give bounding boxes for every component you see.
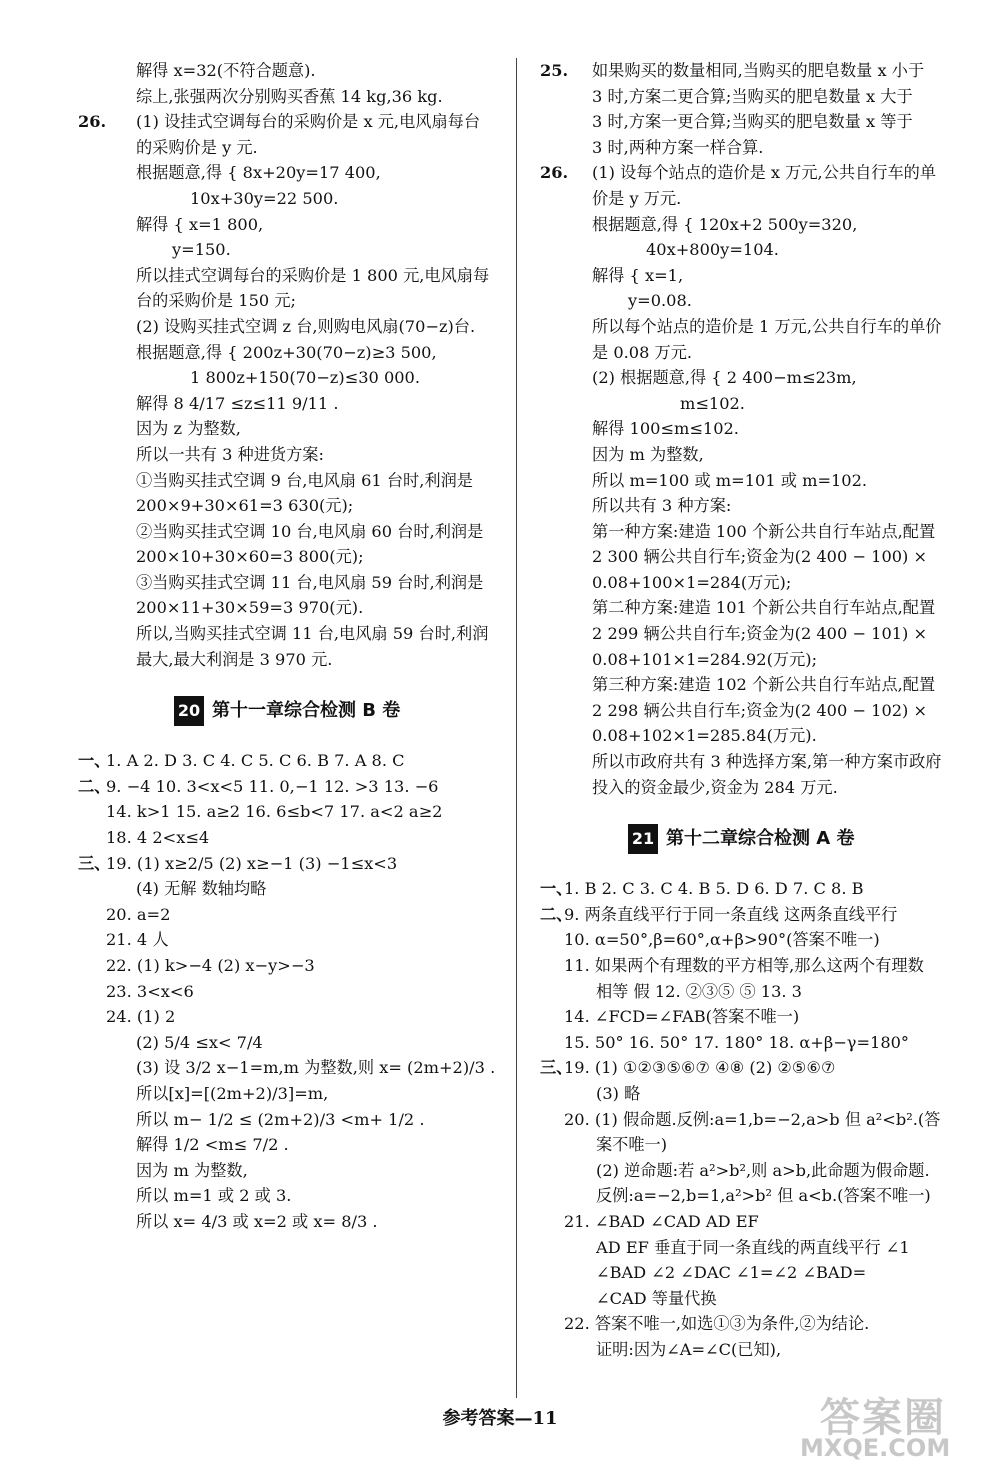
answer-text: 因为 z 为整数, bbox=[136, 419, 241, 439]
page-footer: 参考答案—11 bbox=[442, 1408, 558, 1429]
answer-line bbox=[78, 135, 510, 161]
answer-line bbox=[78, 953, 510, 979]
answers-block-21 bbox=[540, 876, 962, 1362]
answer-line bbox=[540, 391, 962, 417]
answer-line bbox=[78, 365, 510, 391]
answer-text: 最大,最大利润是 3 970 元. bbox=[136, 649, 333, 669]
answer-text: 根据题意,得 { 200z+30(70−z)≥3 500, bbox=[136, 342, 437, 362]
answer-line bbox=[78, 186, 510, 212]
section-number-badge: 21 bbox=[628, 824, 658, 854]
answers-block-20-cont bbox=[540, 58, 962, 800]
answer-text: 根据题意,得 { 8x+20y=17 400, bbox=[136, 163, 381, 183]
question-number: 25. bbox=[540, 61, 569, 80]
answer-text: (2) 设购买挂式空调 z 台,则购电风扇(70−z)台. bbox=[136, 316, 476, 336]
answer-text: 是 0.08 万元. bbox=[592, 342, 693, 362]
section-number-badge: 20 bbox=[174, 696, 204, 726]
section-title: 第十二章综合检测 A 卷 bbox=[666, 828, 855, 850]
answer-text: 10x+30y=22 500. bbox=[190, 188, 339, 208]
answer-text: 所以[x]=[(2m+2)/3]=m, bbox=[136, 1083, 329, 1103]
answer-text: 14. k>1 15. a≥2 16. 6≤b<7 17. a<2 a≥2 bbox=[106, 802, 443, 822]
answer-line bbox=[78, 1030, 510, 1056]
answer-text: (2) 5/4 ≤x< 7/4 bbox=[136, 1032, 263, 1052]
answer-text: 所以每个站点的造价是 1 万元,公共自行车的单价 bbox=[592, 316, 942, 336]
answer-text: 3 时,两种方案一样合算. bbox=[592, 137, 764, 157]
answer-text: 相等 假 12. ②③⑤ ⑤ 13. 3 bbox=[596, 981, 802, 1001]
answer-text: 1 800z+150(70−z)≤30 000. bbox=[190, 368, 421, 388]
question-number: 三、 bbox=[540, 1058, 573, 1078]
answer-line bbox=[540, 979, 962, 1005]
watermark-logo-text: 答案圈 bbox=[820, 1395, 946, 1441]
answer-text: 20. (1) 假命题.反例:a=1,b=−2,a>b 但 a²<b².(答 bbox=[564, 1109, 941, 1129]
answer-line bbox=[78, 493, 510, 519]
answer-line bbox=[78, 84, 510, 110]
answer-text: ③当购买挂式空调 11 台,电风扇 59 台时,利润是 bbox=[136, 572, 484, 592]
answer-line bbox=[540, 1260, 962, 1286]
answer-line bbox=[78, 1209, 510, 1235]
answer-line bbox=[78, 288, 510, 314]
answer-line bbox=[540, 698, 962, 724]
answer-text: 所以市政府共有 3 种选择方案,第一种方案市政府 bbox=[592, 752, 942, 772]
answer-line bbox=[78, 902, 510, 928]
answer-line bbox=[78, 1055, 510, 1081]
answer-text: 第三种方案:建造 102 个新公共自行车站点,配置 bbox=[592, 675, 936, 695]
answer-line bbox=[78, 825, 510, 851]
answer-text: 0.08+100×1=284(万元); bbox=[592, 572, 792, 592]
answer-text: ①当购买挂式空调 9 台,电风扇 61 台时,利润是 bbox=[136, 470, 473, 490]
answer-line bbox=[540, 493, 962, 519]
answer-line bbox=[78, 442, 510, 468]
answer-text: 40x+800y=104. bbox=[646, 240, 779, 260]
answer-text: 价是 y 万元. bbox=[592, 188, 682, 208]
answer-text: 解得 { x=1 800, bbox=[136, 214, 264, 234]
answer-text: 所以 m=100 或 m=101 或 m=102. bbox=[592, 470, 868, 490]
answer-line bbox=[78, 416, 510, 442]
answer-line bbox=[540, 84, 962, 110]
answer-text: 根据题意,得 { 120x+2 500y=320, bbox=[592, 214, 858, 234]
answers-block-19 bbox=[78, 58, 510, 672]
answer-line bbox=[540, 1311, 962, 1337]
answer-text: 解得 1/2 <m≤ 7/2 . bbox=[136, 1135, 289, 1155]
answer-text: 9. −4 10. 3<x<5 11. 0,−1 12. >3 13. −6 bbox=[106, 776, 439, 796]
answer-text: 20. a=2 bbox=[106, 904, 171, 924]
answer-text: 的采购价是 y 元. bbox=[136, 137, 258, 157]
answer-line bbox=[78, 1004, 510, 1030]
question-number: 26. bbox=[540, 163, 569, 183]
answer-line bbox=[78, 109, 510, 135]
answer-line bbox=[78, 544, 510, 570]
answer-line bbox=[540, 288, 962, 314]
answer-text: 所以 x= 4/3 或 x=2 或 x= 8/3 . bbox=[136, 1211, 378, 1231]
answer-line bbox=[540, 723, 962, 749]
answer-text: (1) 设每个站点的造价是 x 万元,公共自行车的单 bbox=[592, 163, 937, 183]
answer-text: 0.08+102×1=285.84(万元). bbox=[592, 726, 817, 746]
answer-line bbox=[78, 927, 510, 953]
answer-line bbox=[540, 1107, 962, 1133]
answer-text: 2 299 辆公共自行车;资金为(2 400 − 101) × bbox=[592, 624, 928, 644]
answer-text: 21. ∠BAD ∠CAD AD EF bbox=[564, 1211, 759, 1231]
answer-text: (4) 无解 数轴均略 bbox=[136, 879, 267, 899]
question-number: 一、 bbox=[78, 751, 111, 771]
question-number: 一、 bbox=[540, 879, 573, 899]
answer-line bbox=[78, 876, 510, 902]
answer-line bbox=[540, 1337, 962, 1363]
answer-line bbox=[540, 544, 962, 570]
answer-line bbox=[540, 647, 962, 673]
answer-text: AD EF 垂直于同一条直线的两直线平行 ∠1 bbox=[596, 1237, 910, 1257]
answer-line bbox=[78, 340, 510, 366]
answer-line bbox=[78, 774, 510, 800]
answer-text: 所以 m− 1/2 ≤ (2m+2)/3 <m+ 1/2 . bbox=[136, 1109, 425, 1129]
answer-text: 台的采购价是 150 元; bbox=[136, 291, 296, 311]
answer-line bbox=[540, 468, 962, 494]
answer-text: 第二种方案:建造 101 个新公共自行车站点,配置 bbox=[592, 598, 936, 618]
answer-text: 因为 m 为整数, bbox=[136, 1160, 248, 1180]
answer-line bbox=[78, 468, 510, 494]
answer-text: 所以一共有 3 种进货方案: bbox=[136, 444, 324, 464]
answer-line bbox=[78, 748, 510, 774]
answer-line bbox=[540, 237, 962, 263]
answer-line bbox=[540, 1209, 962, 1235]
answer-text: 15. 50° 16. 50° 17. 180° 18. α+β−γ=180° bbox=[564, 1032, 910, 1052]
answer-line bbox=[78, 647, 510, 673]
answer-text: ∠BAD ∠2 ∠DAC ∠1=∠2 ∠BAD= bbox=[596, 1263, 867, 1283]
right-column bbox=[540, 58, 962, 1363]
answer-text: 10. α=50°,β=60°,α+β>90°(答案不唯一) bbox=[564, 930, 880, 950]
answer-text: m≤102. bbox=[680, 393, 745, 413]
answer-text: 案不唯一) bbox=[596, 1135, 668, 1155]
answer-text: 22. 答案不唯一,如选①③为条件,②为结论. bbox=[564, 1314, 870, 1334]
answer-text: 19. (1) x≥2/5 (2) x≥−1 (3) −1≤x<3 bbox=[106, 853, 398, 873]
answer-line bbox=[540, 160, 962, 186]
answer-text: y=150. bbox=[172, 240, 231, 260]
answer-line bbox=[540, 1235, 962, 1261]
column-divider bbox=[516, 58, 517, 1398]
answer-line bbox=[78, 1158, 510, 1184]
answer-text: (1) 设挂式空调每台的采购价是 x 元,电风扇每台 bbox=[136, 112, 481, 132]
answer-text: y=0.08. bbox=[628, 291, 692, 311]
answer-line bbox=[540, 775, 962, 801]
answer-text: 所以,当购买挂式空调 11 台,电风扇 59 台时,利润 bbox=[136, 624, 489, 644]
answer-line bbox=[540, 135, 962, 161]
answer-text: 综上,张强两次分别购买香蕉 14 kg,36 kg. bbox=[136, 86, 443, 106]
answer-line bbox=[540, 365, 962, 391]
answer-text: 3 时,方案二更合算;当购买的肥皂数量 x 大于 bbox=[592, 86, 913, 106]
answer-text: 证明:因为∠A=∠C(已知), bbox=[596, 1339, 782, 1359]
answer-text: 所以 m=1 或 2 或 3. bbox=[136, 1186, 292, 1206]
answer-line bbox=[540, 519, 962, 545]
answer-line bbox=[540, 902, 962, 928]
answer-line bbox=[78, 519, 510, 545]
answer-line bbox=[540, 1081, 962, 1107]
answer-line bbox=[540, 672, 962, 698]
answer-line bbox=[78, 58, 510, 84]
answer-line bbox=[540, 442, 962, 468]
answer-line bbox=[540, 749, 962, 775]
answer-line bbox=[540, 314, 962, 340]
answer-line bbox=[540, 263, 962, 289]
answer-line bbox=[78, 1107, 510, 1133]
answer-line bbox=[540, 927, 962, 953]
answer-text: 19. (1) ①②③⑤⑥⑦ ④⑧ (2) ②⑤⑥⑦ bbox=[564, 1058, 836, 1078]
answer-text: (2) 逆命题:若 a²>b²,则 a>b,此命题为假命题. bbox=[596, 1160, 930, 1180]
section-title: 第十一章综合检测 B 卷 bbox=[212, 700, 401, 722]
answer-text: 因为 m 为整数, bbox=[592, 444, 704, 464]
answer-text: 所以挂式空调每台的采购价是 1 800 元,电风扇每 bbox=[136, 265, 490, 285]
answer-line bbox=[78, 237, 510, 263]
answer-line bbox=[78, 391, 510, 417]
answer-text: 1. B 2. C 3. C 4. B 5. D 6. D 7. C 8. B bbox=[564, 879, 864, 899]
answer-line bbox=[78, 314, 510, 340]
answers-block-20 bbox=[78, 748, 510, 1234]
answer-text: 18. 4 2<x≤4 bbox=[106, 828, 210, 848]
answer-line bbox=[540, 1286, 962, 1312]
question-number: 三、 bbox=[78, 853, 111, 873]
answer-line bbox=[540, 212, 962, 238]
answer-line bbox=[540, 340, 962, 366]
answer-line bbox=[78, 799, 510, 825]
answer-line bbox=[540, 1055, 962, 1081]
answer-line bbox=[540, 570, 962, 596]
answer-text: 解得 x=32(不符合题意). bbox=[136, 61, 316, 80]
answer-line bbox=[78, 621, 510, 647]
answer-line bbox=[78, 979, 510, 1005]
answer-text: 投入的资金最少,资金为 284 万元. bbox=[592, 777, 838, 797]
answer-line bbox=[540, 1132, 962, 1158]
answer-text: 24. (1) 2 bbox=[106, 1007, 176, 1027]
answer-text: 1. A 2. D 3. C 4. C 5. C 6. B 7. A 8. C bbox=[106, 751, 405, 771]
answer-text: 3 时,方案一更合算;当购买的肥皂数量 x 等于 bbox=[592, 112, 913, 132]
answer-line bbox=[540, 595, 962, 621]
answer-text: 11. 如果两个有理数的平方相等,那么这两个有理数 bbox=[564, 956, 924, 975]
answer-line bbox=[540, 621, 962, 647]
answer-line bbox=[540, 876, 962, 902]
answer-text: 如果购买的数量相同,当购买的肥皂数量 x 小于 bbox=[592, 61, 925, 80]
section-heading-20 bbox=[78, 694, 510, 728]
question-number: 二、 bbox=[78, 776, 111, 796]
answer-line bbox=[78, 851, 510, 877]
answer-line bbox=[78, 1183, 510, 1209]
answer-text: 23. 3<x<6 bbox=[106, 981, 194, 1001]
question-number: 二、 bbox=[540, 904, 573, 924]
answer-line bbox=[540, 1004, 962, 1030]
answer-line bbox=[78, 570, 510, 596]
answer-text: 解得 { x=1, bbox=[592, 265, 684, 285]
answer-text: 200×11+30×59=3 970(元). bbox=[136, 598, 364, 618]
answer-text: 200×9+30×61=3 630(元); bbox=[136, 496, 354, 516]
answer-text: 第一种方案:建造 100 个新公共自行车站点,配置 bbox=[592, 521, 936, 541]
answer-text: 14. ∠FCD=∠FAB(答案不唯一) bbox=[564, 1007, 800, 1027]
answer-line bbox=[540, 109, 962, 135]
answer-text: 所以共有 3 种方案: bbox=[592, 496, 732, 516]
answer-line bbox=[78, 212, 510, 238]
answer-line bbox=[540, 953, 962, 979]
answer-text: 200×10+30×60=3 800(元); bbox=[136, 547, 364, 567]
answer-text: 反例:a=−2,b=1,a²>b² 但 a<b.(答案不唯一) bbox=[596, 1186, 931, 1206]
answer-text: (2) 根据题意,得 { 2 400−m≤23m, bbox=[592, 368, 857, 388]
answer-text: 21. 4 人 bbox=[106, 930, 169, 950]
answer-line bbox=[78, 263, 510, 289]
question-number: 26. bbox=[78, 112, 107, 132]
answer-text: 解得 100≤m≤102. bbox=[592, 419, 739, 439]
answer-text: 9. 两条直线平行于同一条直线 这两条直线平行 bbox=[564, 904, 898, 924]
answer-line bbox=[78, 1081, 510, 1107]
answer-text: 解得 8 4/17 ≤z≤11 9/11 . bbox=[136, 393, 339, 413]
watermark-url: MXQE.COM bbox=[800, 1434, 951, 1462]
answer-line bbox=[78, 160, 510, 186]
answer-text: (3) 略 bbox=[596, 1083, 641, 1103]
answer-line bbox=[540, 186, 962, 212]
answer-text: 2 298 辆公共自行车;资金为(2 400 − 102) × bbox=[592, 700, 928, 720]
answer-text: (3) 设 3/2 x−1=m,m 为整数,则 x= (2m+2)/3 . bbox=[136, 1058, 496, 1078]
section-heading-21 bbox=[540, 822, 962, 856]
answer-text: 0.08+101×1=284.92(万元); bbox=[592, 649, 818, 669]
answer-text: 2 300 辆公共自行车;资金为(2 400 − 100) × bbox=[592, 547, 928, 567]
answer-line bbox=[540, 1030, 962, 1056]
answer-text: ∠CAD 等量代换 bbox=[596, 1288, 717, 1308]
answer-line bbox=[78, 595, 510, 621]
answer-text: ②当购买挂式空调 10 台,电风扇 60 台时,利润是 bbox=[136, 521, 484, 541]
answer-line bbox=[540, 1183, 962, 1209]
answer-line bbox=[540, 416, 962, 442]
answer-line bbox=[78, 1132, 510, 1158]
left-column bbox=[78, 58, 510, 1235]
answer-line bbox=[540, 58, 962, 84]
answer-text: 22. (1) k>−4 (2) x−y>−3 bbox=[106, 956, 315, 975]
answer-line bbox=[540, 1158, 962, 1184]
